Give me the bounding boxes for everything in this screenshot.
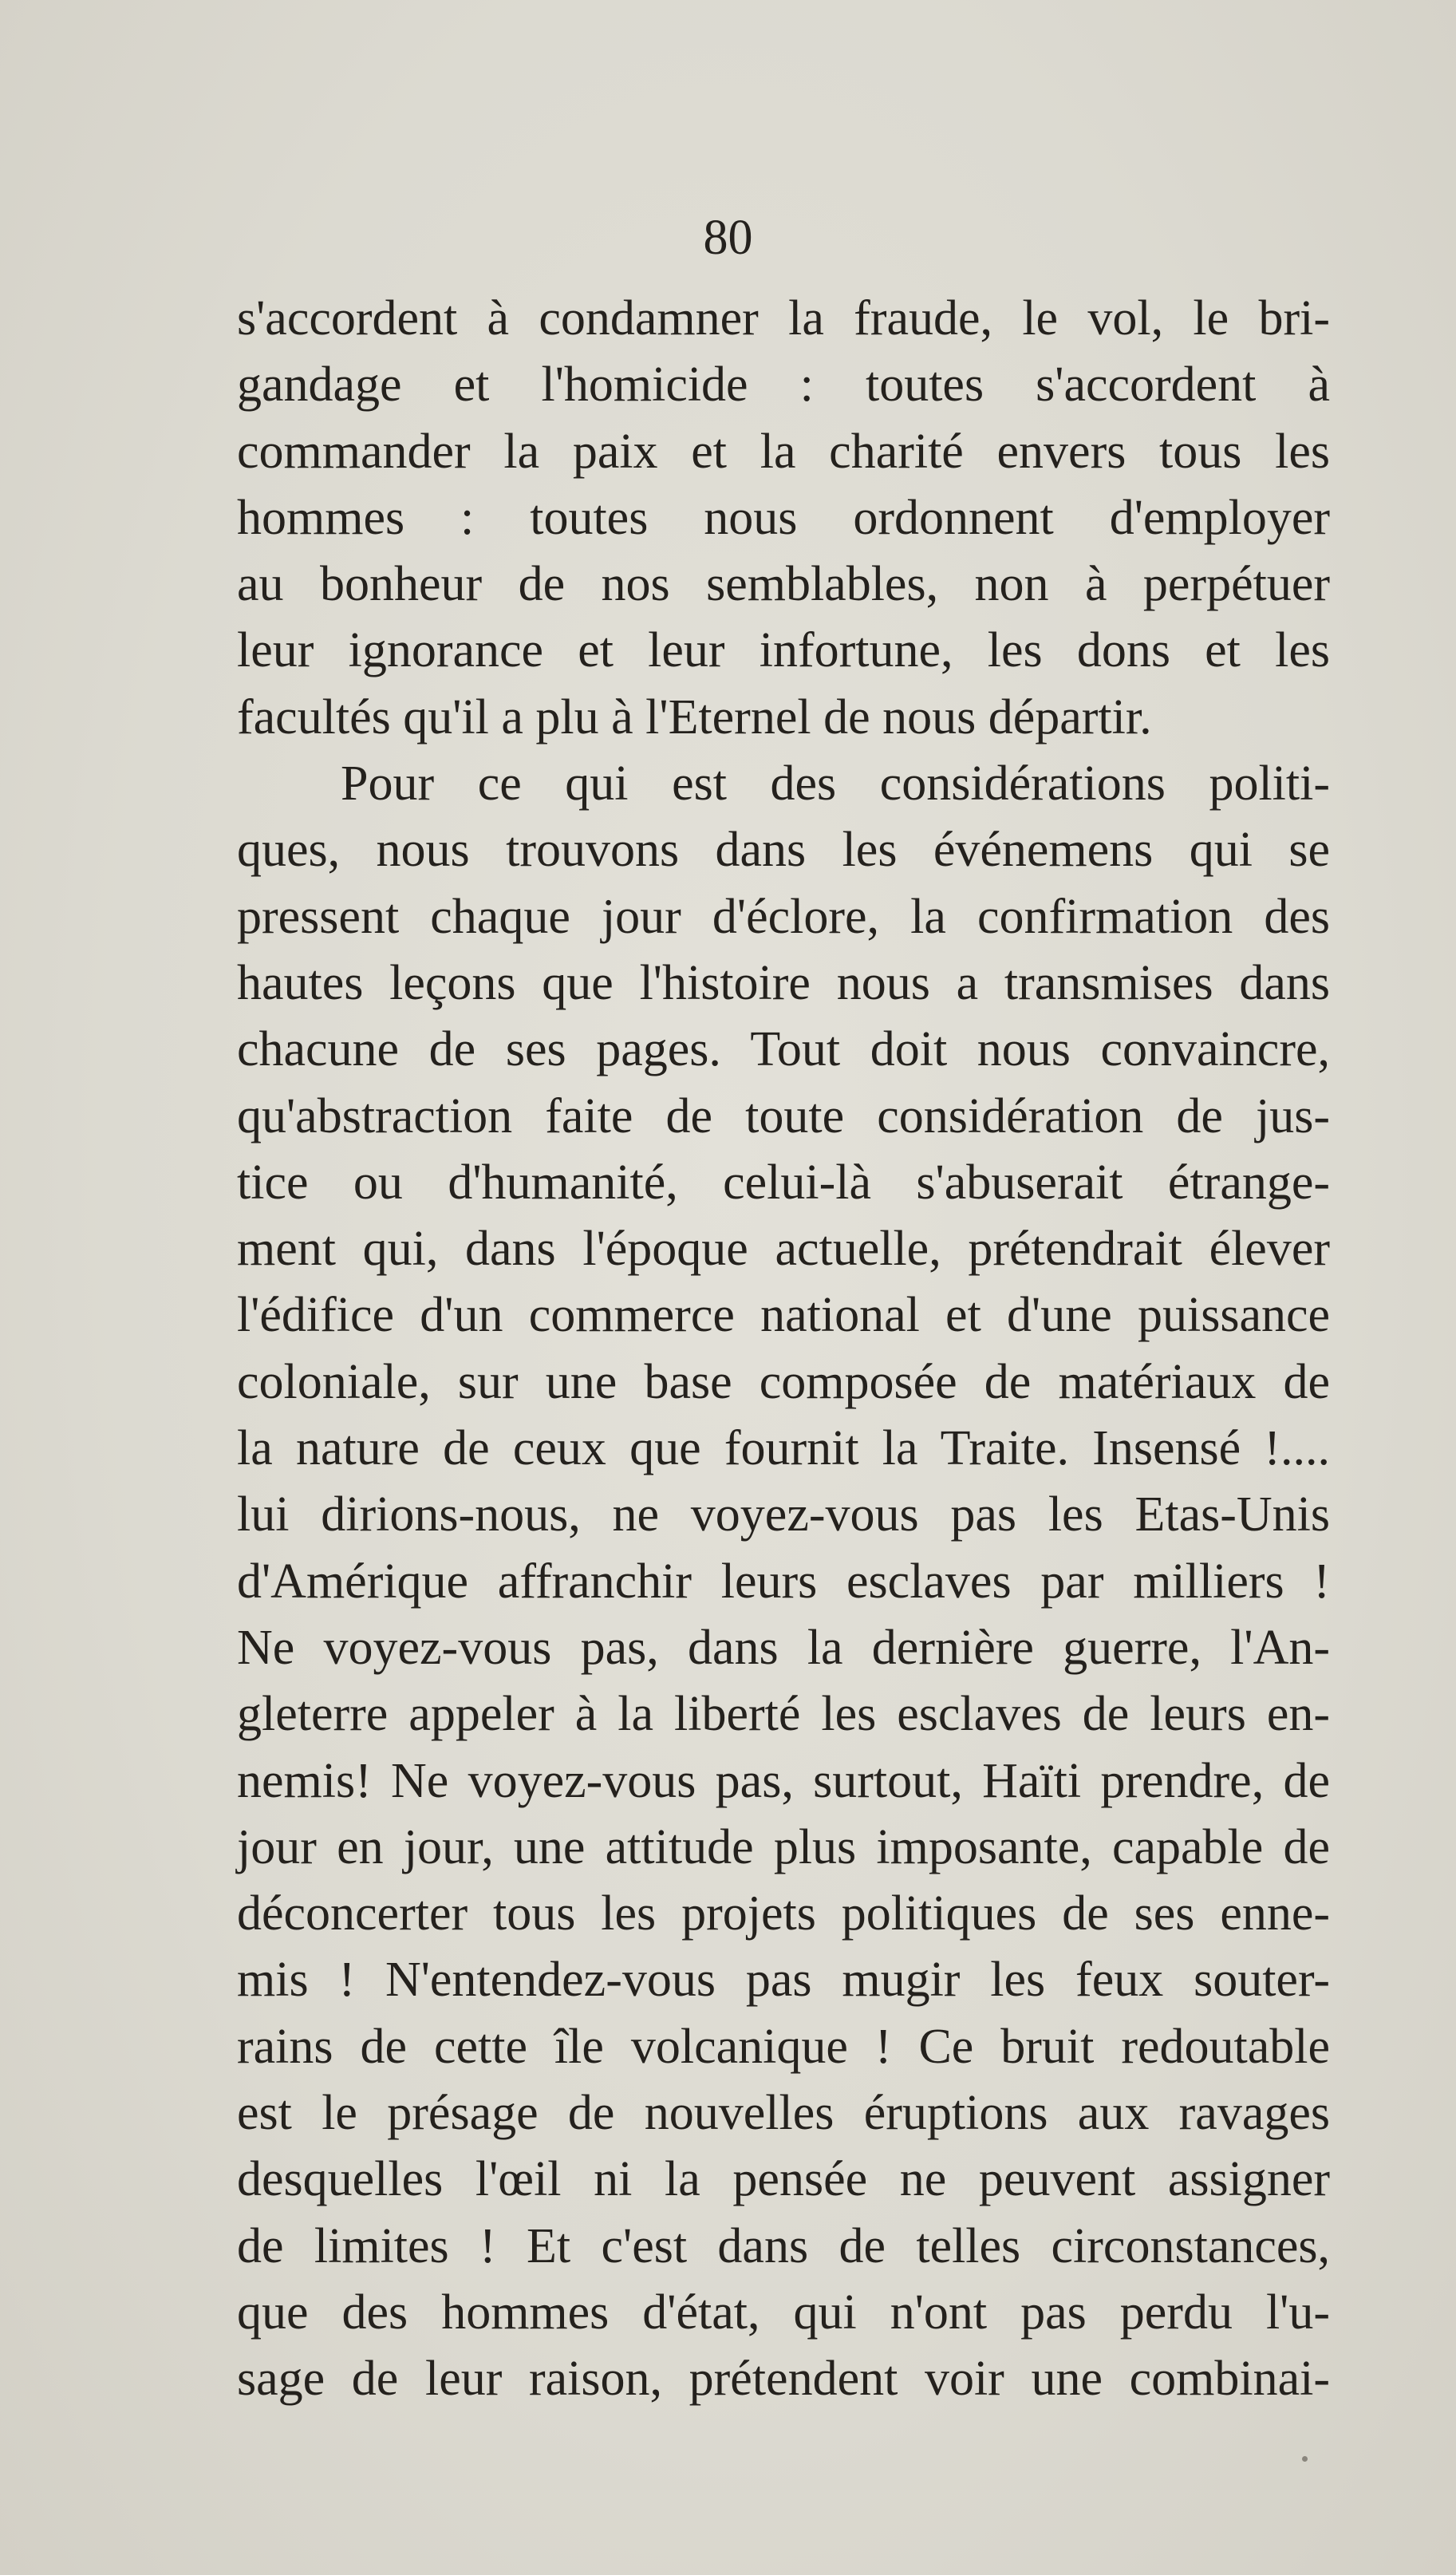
text-line: de limites ! Et c'est dans de telles circonstances, — [237, 2218, 1330, 2273]
text-line: desquelles l'œil ni la pensée ne peuvent assigner — [237, 2152, 1330, 2207]
paragraph-start-line: Pour ce qui est des considérations politi- — [341, 756, 1330, 812]
paper-speck — [1302, 2456, 1308, 2462]
text-line: mis ! N'entendez-vous pas mugir les feux souter- — [237, 1953, 1330, 2008]
text-line: déconcerter tous les projets politiques de ses enne- — [237, 1886, 1330, 1941]
text-line: ques, nous trouvons dans les événemens qui se — [237, 823, 1330, 878]
paragraph-end-line: facultés qu'il a plu à l'Eternel de nous départir. — [237, 689, 1152, 744]
text-line: jour en jour, une attitude plus imposante, capable de — [237, 1819, 1330, 1874]
page-number: 80 — [703, 211, 753, 265]
text-line: d'Amérique affranchir leurs esclaves par milliers ! — [237, 1554, 1330, 1609]
text-line: l'édifice d'un commerce national et d'une puissance — [237, 1288, 1330, 1343]
body-text — [237, 286, 1330, 2413]
text-line: au bonheur de nos semblables, non à perpétuer — [237, 557, 1330, 612]
text-line: coloniale, sur une base composée de matériaux de — [237, 1354, 1330, 1409]
text-line: tice ou d'humanité, celui-là s'abuserait étrange- — [237, 1155, 1330, 1210]
text-line: lui dirions-nous, ne voyez-vous pas les Etas-Unis — [237, 1487, 1330, 1542]
text-line: leur ignorance et leur infortune, les dons et les — [237, 623, 1330, 678]
text-line: hommes : toutes nous ordonnent d'employer — [237, 490, 1330, 545]
text-line: que des hommes d'état, qui n'ont pas perdu l'u- — [237, 2285, 1330, 2340]
text-line: chacune de ses pages. Tout doit nous convaincre, — [237, 1022, 1330, 1077]
text-line: gandage et l'homicide : toutes s'accordent à — [237, 357, 1330, 413]
text-line: est le présage de nouvelles éruptions aux ravages — [237, 2086, 1330, 2141]
text-line: gleterre appeler à la liberté les esclaves de leurs en- — [237, 1687, 1330, 1742]
text-line: pressent chaque jour d'éclore, la confirmation des — [237, 889, 1330, 944]
text-line: hautes leçons que l'histoire nous a transmises dans — [237, 955, 1330, 1010]
text-line: sage de leur raison, prétendent voir une combinai- — [237, 2352, 1330, 2407]
text-line: commander la paix et la charité envers tous les — [237, 424, 1330, 479]
text-line: Ne voyez-vous pas, dans la dernière guerre, l'An- — [237, 1620, 1330, 1675]
text-line: s'accordent à condamner la fraude, le vol, le bri- — [237, 291, 1330, 346]
text-line: nemis! Ne voyez-vous pas, surtout, Haïti prendre, de — [237, 1753, 1330, 1808]
text-line: ment qui, dans l'époque actuelle, prétendrait élever — [237, 1222, 1330, 1277]
text-line: la nature de ceux que fournit la Traite. Insensé !.... — [237, 1421, 1330, 1476]
text-line: rains de cette île volcanique ! Ce bruit redoutable — [237, 2019, 1330, 2074]
text-line: qu'abstraction faite de toute considération de jus- — [237, 1088, 1330, 1143]
